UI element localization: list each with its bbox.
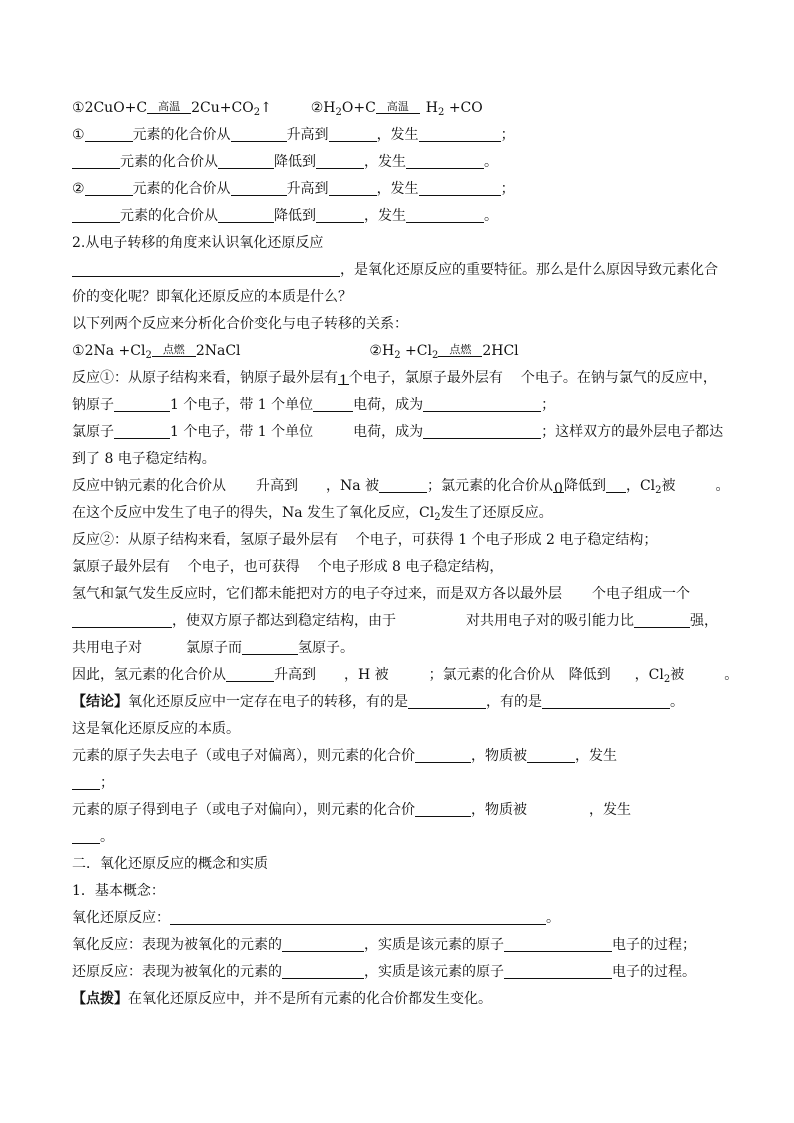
- text: 电荷，成为: [353, 397, 424, 413]
- blank[interactable]: [85, 125, 133, 142]
- text: ；: [500, 127, 515, 143]
- blank[interactable]: [329, 125, 377, 142]
- text: 电子的过程；: [612, 937, 696, 953]
- reaction-2-reactant-h: H: [381, 343, 395, 359]
- reaction-2-analysis-6: [72, 662, 739, 689]
- blank[interactable]: [282, 935, 364, 952]
- blank[interactable]: [504, 935, 612, 952]
- fill-line-1: [72, 122, 732, 149]
- item-number: ②: [72, 181, 85, 197]
- section-2-line-2: 价的变化呢？即氧化还原反应的本质是什么？: [72, 289, 352, 305]
- text: 反应①：从原子结构来看，钠原子最外层有: [72, 370, 338, 386]
- reaction-1-products: 2Cu+CO: [191, 100, 254, 116]
- reaction-1-analysis-6: [72, 500, 732, 527]
- reaction-2-product-h: H: [425, 100, 438, 116]
- text: 在氧化还原反应中，并不是所有元素的化合价都发生变化。: [128, 991, 492, 1007]
- reaction-2-analysis-4: [72, 608, 732, 635]
- blank[interactable]: [72, 260, 340, 277]
- blank[interactable]: [316, 152, 364, 169]
- reaction-1-condition: 高温: [147, 101, 191, 114]
- text: 氧化反应：表现为被氧化的元素的: [72, 937, 282, 953]
- blank[interactable]: [527, 746, 575, 763]
- tip-tag: 【点拨】: [72, 991, 128, 1007]
- blank[interactable]: [231, 125, 287, 142]
- fill-line-4: [72, 203, 732, 230]
- blank[interactable]: [423, 395, 541, 412]
- text: 氢气和氯气发生反应时，它们都未能把对方的电子夺过来，而是双方各以最外层: [72, 586, 562, 602]
- text: 被: [661, 478, 676, 494]
- text: ；这样双方的最外层电子都达: [541, 424, 724, 440]
- text: 电子的过程。: [612, 964, 696, 980]
- text: 升高到: [286, 127, 329, 143]
- text: ，H 被: [344, 667, 389, 683]
- text: 。: [484, 208, 498, 224]
- section-2-line-3: 以下列两个反应来分析化合价变化与电子转移的关系：: [72, 316, 408, 332]
- reaction-2-product-rest: +CO: [444, 100, 483, 116]
- subscript: 2: [655, 485, 662, 496]
- text: 元素的原子失去电子（或电子对偏离），则元素的化合价: [72, 748, 415, 764]
- text: 。: [715, 478, 730, 494]
- text: ，是氧化还原反应的重要特征。那么是什么原因导致元素化合: [340, 262, 718, 278]
- reaction-2-condition: 高温: [376, 101, 420, 114]
- blank[interactable]: [408, 692, 486, 709]
- blank[interactable]: [72, 611, 172, 628]
- blank[interactable]: [313, 395, 353, 412]
- blank[interactable]: [542, 692, 670, 709]
- text: ；: [100, 775, 114, 791]
- text: 钠原子: [72, 397, 114, 413]
- blank[interactable]: [72, 773, 100, 790]
- reaction-1-condition: 点燃: [152, 344, 196, 357]
- fill-line-3: [72, 176, 732, 203]
- subscript: 2: [335, 107, 342, 118]
- text: 升高到: [256, 478, 298, 494]
- underlined-number: 0: [553, 476, 564, 493]
- underlined-number: 1: [338, 368, 349, 385]
- conclusion-tag: 【结论】: [72, 694, 128, 710]
- blank[interactable]: [226, 665, 274, 682]
- definition-redox: [72, 905, 732, 932]
- text: ，使双方原子都达到稳定结构，由于: [172, 613, 396, 629]
- text: ；氯元素的化合价从: [428, 667, 555, 683]
- text: 反应中钠元素的化合价从: [72, 478, 226, 494]
- blank[interactable]: [406, 206, 484, 223]
- text: 被: [670, 667, 685, 683]
- reaction-2-products: 2HCl: [482, 343, 519, 359]
- text: ，发生: [364, 208, 406, 224]
- text: 。: [546, 910, 560, 926]
- blank[interactable]: [415, 746, 471, 763]
- text: ，有的是: [486, 694, 542, 710]
- reaction-1-analysis-2: [72, 392, 732, 419]
- text: ；: [500, 181, 515, 197]
- blank[interactable]: [282, 962, 364, 979]
- text: 1 个电子，带 1 个单位: [170, 397, 314, 413]
- reaction-1-number: ①: [72, 343, 85, 359]
- text: ，发生: [376, 127, 419, 143]
- text: ，实质是该元素的原子: [364, 964, 504, 980]
- blank[interactable]: [504, 962, 612, 979]
- text: 强，: [690, 613, 718, 629]
- text: 元素的化合价从: [120, 154, 218, 170]
- blank[interactable]: [218, 152, 274, 169]
- equation-line-2: [72, 338, 732, 365]
- blank[interactable]: [242, 638, 298, 655]
- subscript: 2: [394, 350, 401, 361]
- reaction-2-number: ②: [310, 100, 324, 116]
- section-2-title: 2.从电子转移的角度来认识氧化还原反应: [72, 235, 324, 251]
- text: 氯原子而: [186, 640, 242, 656]
- blank[interactable]: [114, 395, 170, 412]
- text: 因此，氢元素的化合价从: [72, 667, 226, 683]
- reaction-2-reactant-cl: +Cl: [400, 343, 432, 359]
- text: ，发生: [575, 748, 617, 764]
- basic-concepts-heading: 1．基本概念：: [72, 883, 165, 899]
- section-2-line-1: [72, 257, 732, 284]
- text: 还原反应：表现为被氧化的元素的: [72, 964, 282, 980]
- gain-electron-line-2: [72, 824, 732, 851]
- blank[interactable]: [72, 827, 100, 844]
- text: 氧化还原反应：: [72, 910, 170, 926]
- subscript: 2: [663, 674, 671, 685]
- reaction-2-analysis-3: [72, 581, 732, 608]
- reaction-2-analysis-5: [72, 635, 732, 662]
- text: 升高到: [274, 667, 316, 683]
- subscript: 2: [434, 512, 441, 523]
- text: ；: [541, 397, 556, 413]
- reaction-2-analysis-1: 反应②：从原子结构来看，氢原子最外层有 个电子，可获得 1 个电子形成 2 电子稳定结构；: [72, 532, 658, 548]
- part-2-title: 二．氧化还原反应的概念和实质: [72, 856, 268, 872]
- blank[interactable]: [114, 422, 170, 439]
- reaction-2-analysis-2: 氯原子最外层有 个电子，也可获得 个电子形成 8 电子稳定结构，: [72, 559, 504, 575]
- reaction-1-analysis-4: 到了 8 电子稳定结构。: [72, 451, 216, 467]
- text: ，发生: [589, 802, 631, 818]
- blank[interactable]: [406, 152, 484, 169]
- gain-electron-line: [72, 797, 732, 824]
- reaction-2-reactant-rest: O+C: [341, 100, 376, 116]
- text: 发生了还原反应。: [440, 505, 553, 521]
- blank[interactable]: [72, 152, 120, 169]
- essence-line: 这是氧化还原反应的本质。: [72, 721, 240, 737]
- blank[interactable]: [415, 800, 471, 817]
- blank[interactable]: [170, 908, 546, 925]
- text: ，物质被: [471, 802, 527, 818]
- blank[interactable]: [85, 179, 133, 196]
- text: 。: [100, 829, 114, 845]
- text: 共用电子对: [72, 640, 142, 656]
- reaction-1-analysis-5: [72, 473, 732, 500]
- text: 个电子组成一个: [592, 586, 690, 602]
- text: 氯原子: [72, 424, 114, 440]
- text: ，Cl: [625, 478, 656, 494]
- reaction-2-condition: 点燃: [438, 344, 482, 357]
- text: 。: [670, 694, 684, 710]
- subscript: 2: [145, 350, 152, 361]
- blank[interactable]: [329, 179, 377, 196]
- reaction-1-reactants: 2Na +Cl: [84, 343, 146, 359]
- blank[interactable]: [419, 179, 501, 196]
- text: 元素的原子得到电子（或电子对偏向），则元素的化合价: [72, 802, 415, 818]
- subscript: 2: [431, 350, 439, 361]
- text: 。: [484, 154, 498, 170]
- blank[interactable]: [231, 179, 287, 196]
- reaction-1-number: ①: [72, 100, 85, 116]
- text: 。: [724, 667, 739, 683]
- text: 升高到: [286, 181, 329, 197]
- blank[interactable]: [419, 125, 501, 142]
- text: 氢原子。: [298, 640, 354, 656]
- reaction-1-analysis-1: [72, 365, 732, 392]
- text: 元素的化合价从: [132, 181, 231, 197]
- lose-electron-line: [72, 743, 732, 770]
- text: ，实质是该元素的原子: [364, 937, 504, 953]
- text: ，Na 被: [326, 478, 380, 494]
- text: 降低到: [274, 154, 316, 170]
- text: 个电子，氯原子最外层有: [348, 370, 503, 386]
- text: 1 个电子，带 1 个单位: [170, 424, 314, 440]
- text: ，Cl: [634, 667, 664, 683]
- text: 电荷，成为: [353, 424, 424, 440]
- reaction-2-reactant-h: H: [323, 100, 336, 116]
- text: 氧化还原反应中一定存在电子的转移，有的是: [128, 694, 408, 710]
- text: 元素的化合价从: [132, 127, 231, 143]
- conclusion-line: [72, 689, 732, 716]
- tip-line: [72, 986, 732, 1013]
- blank[interactable]: [218, 206, 274, 223]
- blank[interactable]: [606, 476, 626, 493]
- equation-line-1: [72, 95, 732, 122]
- text: 对共用电子对的吸引能力比: [466, 613, 634, 629]
- text: 元素的化合价从: [120, 208, 218, 224]
- text: ，物质被: [471, 748, 527, 764]
- reaction-1-reactants: 2CuO+C: [84, 100, 148, 116]
- fill-line-2: [72, 149, 732, 176]
- blank[interactable]: [423, 422, 541, 439]
- lose-electron-line-2: [72, 770, 732, 797]
- text: 降低到: [568, 667, 611, 683]
- text: 在这个反应中发生了电子的得失，Na 发生了氧化反应，Cl: [72, 505, 435, 521]
- text: ，发生: [364, 154, 406, 170]
- blank[interactable]: [379, 476, 427, 493]
- reaction-1-analysis-3: [72, 419, 732, 446]
- text: ；氯元素的化合价从: [427, 478, 554, 494]
- subscript: 2: [253, 107, 261, 118]
- text: 降低到: [274, 208, 316, 224]
- text: 降低到: [563, 478, 606, 494]
- definition-reduction: [72, 959, 732, 986]
- worksheet: [72, 95, 739, 1013]
- gas-arrow: ↑: [260, 100, 272, 116]
- subscript: 2: [438, 107, 445, 118]
- definition-oxidation: [72, 932, 732, 959]
- blank[interactable]: [316, 206, 364, 223]
- text: 个电子。在钠与氯气的反应中，: [520, 370, 717, 386]
- blank[interactable]: [634, 611, 690, 628]
- text: ，发生: [376, 181, 419, 197]
- blank[interactable]: [72, 206, 120, 223]
- item-number: ①: [72, 127, 85, 143]
- reaction-2-number: ②: [369, 343, 382, 359]
- reaction-1-products: 2NaCl: [195, 343, 241, 359]
